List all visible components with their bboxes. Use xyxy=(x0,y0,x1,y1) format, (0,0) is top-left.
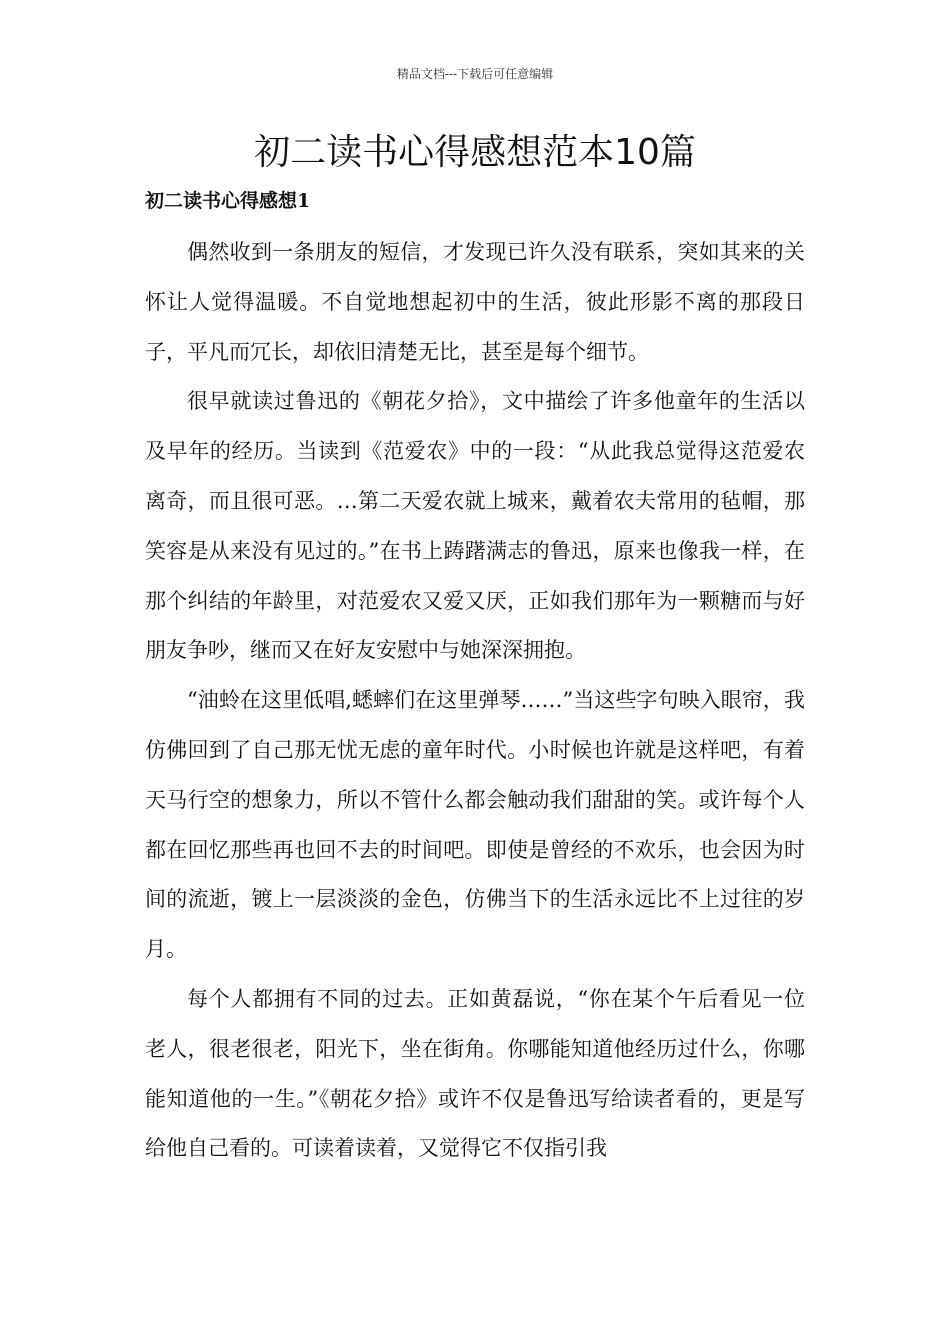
page-header: 精品文档---下载后可任意编辑 xyxy=(396,67,554,81)
paragraph-2: 很早就读过鲁迅的《朝花夕拾》，文中描绘了许多他童年的生活以及早年的经历。当读到《范爱农》中的一段：“从此我总觉得这范爱农离奇，而且很可恶。…第二天爱农就上城来，戴着农夫常用的毡帽，那笑容是从来没有见过的。”在书上踌躇满志的鲁迅，原来也像我一样，在那个纠结的年龄里，对范爱农又爱又厌，正如我们那年为一颗糖而与好朋友争吵，继而又在好友安慰中与她深深拥抱。 xyxy=(145,389,805,663)
document-body xyxy=(145,228,805,1174)
paragraph-1: 偶然收到一条朋友的短信，才发现已许久没有联系，突如其来的关怀让人觉得温暖。不自觉地想起初中的生活，彼此形影不离的那段日子，平凡而冗长，却依旧清楚无比，甚至是每个细节。 xyxy=(145,240,805,364)
paragraph-4: 每个人都拥有不同的过去。正如黄磊说，“你在某个午后看见一位老人，很老很老，阳光下，坐在街角。你哪能知道他经历过什么，你哪能知道他的一生。”《朝花夕拾》或许不仅是鲁迅写给读者看的，更是写给他自己看的。可读着读着，又觉得它不仅指引我 xyxy=(145,986,805,1161)
section-title: 初二读书心得感想1 xyxy=(145,190,311,212)
paragraph-3: “油蛉在这里低唱,蟋蟀们在这里弹琴……”当这些字句映入眼帘，我仿佛回到了自己那无忧无虑的童年时代。小时候也许就是这样吧，有着天马行空的想象力，所以不管什么都会触动我们甜甜的笑。或许每个人都在回忆那些再也回不去的时间吧。即使是曾经的不欢乐，也会因为时间的流逝，镀上一层淡淡的金色，仿佛当下的生活永远比不上过往的岁月。 xyxy=(145,688,805,962)
document-title: 初二读书心得感想范本10篇 xyxy=(254,132,696,173)
